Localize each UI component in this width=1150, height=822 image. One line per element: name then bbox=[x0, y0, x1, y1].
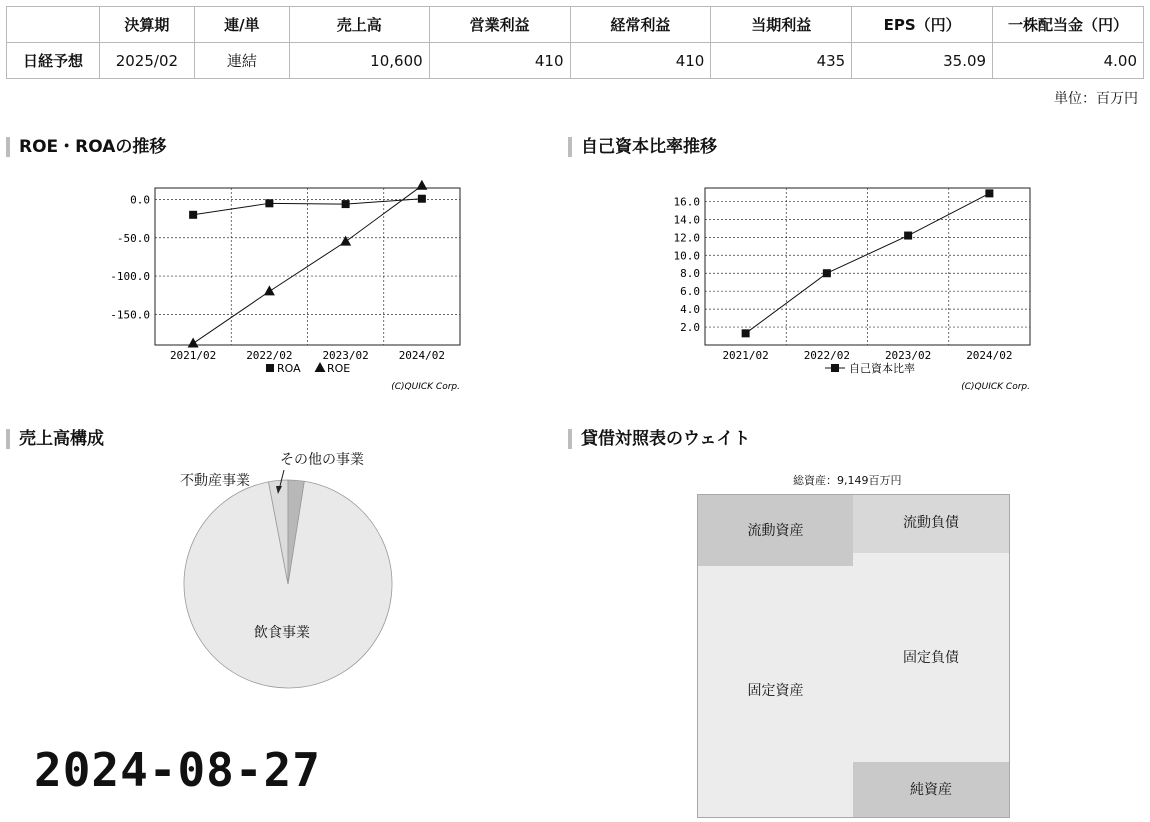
legend-label: 自己資本比率 bbox=[849, 362, 915, 375]
assets-column bbox=[698, 495, 854, 817]
table-header-row bbox=[7, 7, 1144, 43]
pie-label-restaurant: 飲食事業 bbox=[254, 625, 310, 641]
x-tick-label: 2024/02 bbox=[966, 349, 1013, 362]
chart-credit: (C)QUICK Corp. bbox=[391, 382, 460, 392]
legend-marker bbox=[831, 364, 839, 372]
y-tick-label: 8.0 bbox=[680, 267, 700, 281]
balance-sheet-title: 貸借対照表のウェイト bbox=[568, 429, 750, 449]
sales-composition-title: 売上高構成 bbox=[6, 429, 104, 449]
liabilities-column bbox=[853, 495, 1009, 817]
net-profit-cell: 435 bbox=[711, 43, 852, 79]
period-cell: 2025/02 bbox=[99, 43, 194, 79]
unit-label: 単位：百万円 bbox=[1054, 91, 1138, 107]
dividend-cell: 4.00 bbox=[993, 43, 1144, 79]
ordinary-profit-cell: 410 bbox=[570, 43, 711, 79]
y-tick-label: 16.0 bbox=[673, 195, 700, 209]
sales-cell: 10,600 bbox=[289, 43, 429, 79]
sales-pie-chart bbox=[180, 478, 400, 698]
legend-marker-ROA bbox=[266, 364, 274, 372]
pie-label-other: その他の事業 bbox=[280, 452, 364, 468]
table-header: 売上高 bbox=[289, 7, 429, 43]
fixed-liabilities-label: 固定負債 bbox=[903, 649, 959, 666]
data-point-ROE bbox=[416, 180, 427, 190]
balance-sheet-box bbox=[697, 494, 1010, 818]
legend-label: ROA bbox=[277, 362, 301, 375]
forecast-table bbox=[6, 6, 1144, 79]
chart-credit: (C)QUICK Corp. bbox=[961, 382, 1030, 392]
legend-marker-ROE bbox=[315, 362, 326, 372]
roe-roa-chart bbox=[100, 188, 480, 403]
fixed-liabilities-block bbox=[853, 553, 1009, 762]
table-header: 一株配当金（円） bbox=[993, 7, 1144, 43]
equity-ratio-chart bbox=[660, 188, 1040, 403]
y-tick-label: 10.0 bbox=[673, 249, 700, 263]
table-header: 連/単 bbox=[194, 7, 289, 43]
current-assets-block bbox=[698, 495, 853, 566]
current-liabilities-block bbox=[853, 495, 1009, 553]
table-header: 営業利益 bbox=[429, 7, 570, 43]
table-header: 決算期 bbox=[99, 7, 194, 43]
x-tick-label: 2021/02 bbox=[722, 349, 769, 362]
eps-cell: 35.09 bbox=[852, 43, 993, 79]
data-point-ROA bbox=[265, 199, 273, 207]
y-tick-label: -50.0 bbox=[116, 231, 150, 245]
y-tick-label: 2.0 bbox=[680, 321, 700, 335]
y-tick-label: 6.0 bbox=[680, 285, 700, 299]
pie-label-real-estate: 不動産事業 bbox=[180, 473, 250, 489]
data-point-自己資本比率 bbox=[823, 269, 831, 277]
operating-profit-cell: 410 bbox=[429, 43, 570, 79]
x-tick-label: 2023/02 bbox=[884, 349, 932, 362]
net-assets-label: 純資産 bbox=[910, 782, 952, 799]
x-tick-label: 2021/02 bbox=[169, 349, 217, 362]
y-tick-label: -150.0 bbox=[110, 308, 150, 322]
y-tick-label: 12.0 bbox=[673, 231, 700, 245]
x-tick-label: 2023/02 bbox=[322, 349, 369, 362]
data-point-自己資本比率 bbox=[742, 329, 750, 337]
y-tick-label: -100.0 bbox=[110, 270, 150, 284]
data-point-ROA bbox=[189, 211, 197, 219]
fixed-assets-block bbox=[698, 566, 853, 817]
data-point-ROA bbox=[342, 200, 350, 208]
y-tick-label: 4.0 bbox=[680, 303, 700, 317]
current-liabilities-label: 流動負債 bbox=[903, 515, 959, 531]
equity-ratio-title: 自己資本比率推移 bbox=[568, 137, 717, 157]
legend-label: ROE bbox=[327, 362, 351, 375]
current-assets-label: 流動資産 bbox=[747, 523, 804, 539]
y-tick-label: 0.0 bbox=[130, 193, 150, 207]
y-tick-label: 14.0 bbox=[673, 213, 700, 227]
x-tick-label: 2024/02 bbox=[398, 349, 446, 362]
fixed-assets-label: 固定資産 bbox=[747, 683, 804, 700]
row-label: 日経予想 bbox=[7, 43, 100, 79]
date-stamp: 2024-08-27 bbox=[34, 743, 321, 797]
data-point-自己資本比率 bbox=[985, 189, 993, 197]
pie-leader-line bbox=[270, 468, 290, 496]
net-assets-block bbox=[853, 762, 1009, 817]
roe-roa-title: ROE・ROAの推移 bbox=[6, 137, 166, 157]
consolidated-cell: 連結 bbox=[194, 43, 289, 79]
table-header: 経常利益 bbox=[570, 7, 711, 43]
total-assets-label: 総資産：9,149百万円 bbox=[793, 474, 902, 487]
table-header bbox=[7, 7, 100, 43]
data-point-ROA bbox=[418, 195, 426, 203]
data-point-自己資本比率 bbox=[904, 232, 912, 240]
x-tick-label: 2022/02 bbox=[803, 349, 851, 362]
table-row bbox=[7, 43, 1144, 79]
x-tick-label: 2022/02 bbox=[246, 349, 293, 362]
table-header: 当期利益 bbox=[711, 7, 852, 43]
table-header: EPS（円） bbox=[852, 7, 993, 43]
